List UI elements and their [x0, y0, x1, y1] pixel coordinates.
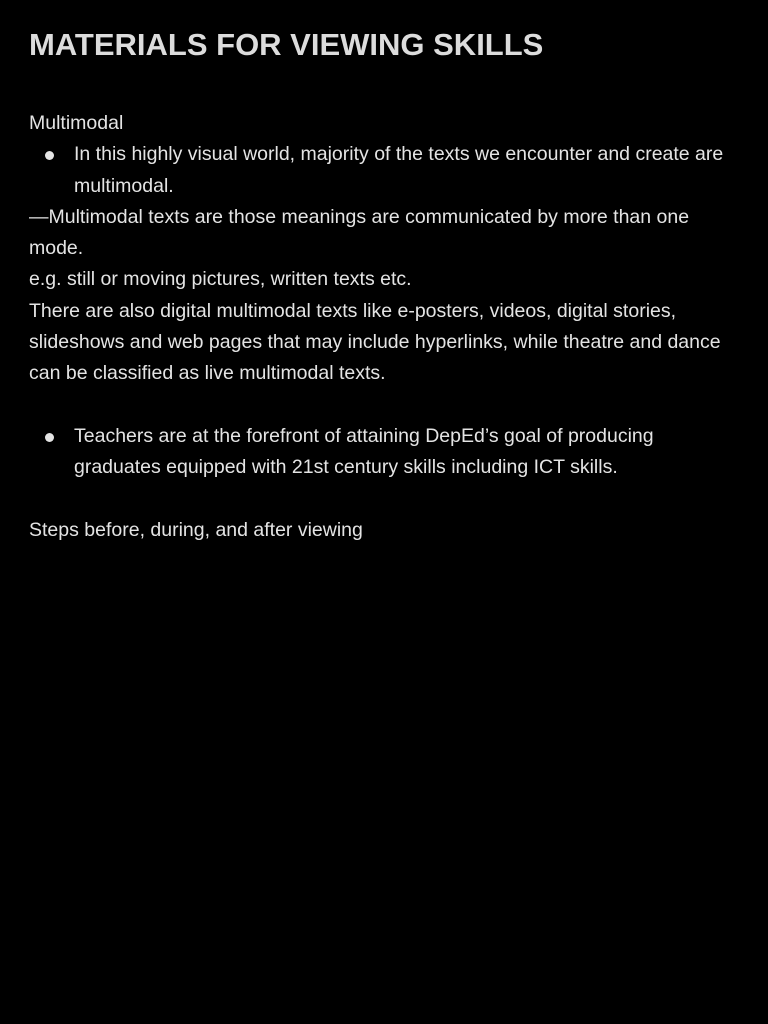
bullet-text: In this highly visual world, majority of the texts we encounter and create are multimodal. [74, 143, 724, 197]
bullet-list-1 [29, 139, 738, 202]
bullet-dot-icon [45, 151, 54, 160]
bullet-item [29, 139, 738, 202]
steps-text: Steps before, during, and after viewing [29, 518, 363, 541]
bullet-text: Teachers are at the forefront of attaining DepEd’s goal of producing graduates equipped with 21st century skills including ICT skills. [74, 424, 654, 479]
bullet-dot-icon [45, 433, 54, 442]
blank-line [29, 390, 738, 421]
definition-text: —Multimodal texts are those meanings are communicated by more than one mode. [29, 205, 690, 260]
bullet-item [29, 421, 738, 484]
note-body[interactable] [29, 108, 738, 546]
bullet-list-2 [29, 421, 738, 484]
blank-line [29, 484, 738, 515]
example-text: e.g. still or moving pictures, written texts etc. [29, 268, 412, 291]
digital-texts-paragraph: There are also digital multimodal texts like e-posters, videos, digital stories, slideshows and web pages that may include hyperlinks, while theatre and dance can be classified as live multimodal texts. [29, 299, 721, 385]
note-title: MATERIALS FOR VIEWING SKILLS [29, 27, 544, 62]
heading-multimodal: Multimodal [29, 112, 124, 134]
